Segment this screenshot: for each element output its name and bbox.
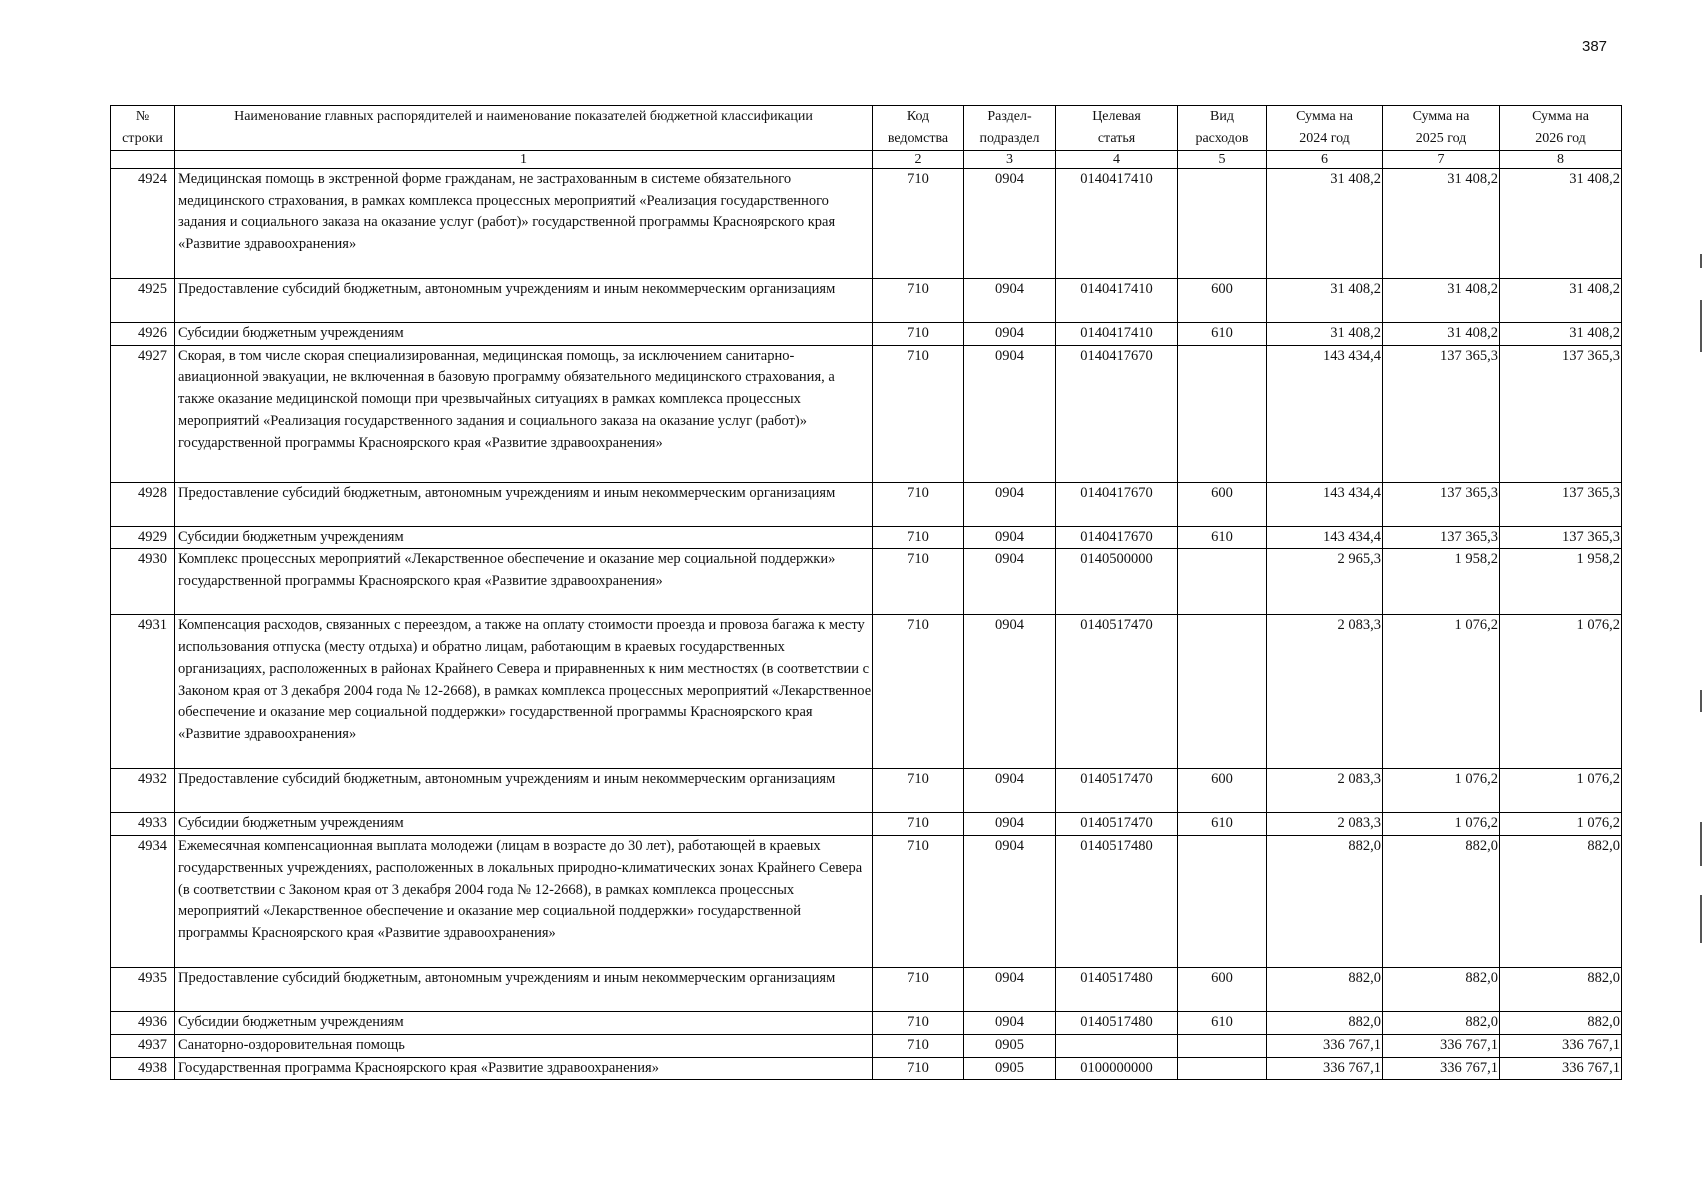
index-cell: 2 — [873, 151, 964, 169]
row-sum-2025: 1 076,2 — [1383, 615, 1500, 769]
row-ved-code: 710 — [873, 279, 964, 323]
row-target-article: 0140517480 — [1056, 836, 1178, 968]
row-target-article: 0140517470 — [1056, 769, 1178, 813]
row-ved-code: 710 — [873, 549, 964, 615]
row-ved-code: 710 — [873, 615, 964, 769]
row-sum-2024: 2 965,3 — [1267, 549, 1383, 615]
header-razdel: Раздел- подраздел — [964, 106, 1056, 151]
table-row — [111, 169, 1622, 279]
row-number: 4928 — [111, 482, 175, 526]
row-razdel-code: 0904 — [964, 345, 1056, 482]
row-sum-2025: 31 408,2 — [1383, 169, 1500, 279]
row-razdel-code: 0904 — [964, 968, 1056, 1012]
row-target-article: 0140517480 — [1056, 968, 1178, 1012]
row-target-article: 0140417410 — [1056, 279, 1178, 323]
row-target-article: 0140517470 — [1056, 813, 1178, 836]
row-name: Субсидии бюджетным учреждениям — [175, 323, 873, 346]
row-sum-2026: 882,0 — [1500, 1012, 1622, 1035]
row-sum-2024: 336 767,1 — [1267, 1057, 1383, 1080]
row-target-article: 0140417670 — [1056, 345, 1178, 482]
row-number: 4926 — [111, 323, 175, 346]
table-row — [111, 1057, 1622, 1080]
row-ved-code: 710 — [873, 526, 964, 549]
row-number: 4925 — [111, 279, 175, 323]
row-sum-2026: 882,0 — [1500, 968, 1622, 1012]
header-index-row — [111, 151, 1622, 169]
row-razdel-code: 0904 — [964, 836, 1056, 968]
header-name: Наименование главных распорядителей и наименование показателей бюджетной классификации — [175, 106, 873, 151]
row-ved-code: 710 — [873, 482, 964, 526]
row-expense-type — [1178, 1034, 1267, 1057]
row-sum-2025: 336 767,1 — [1383, 1034, 1500, 1057]
row-number: 4924 — [111, 169, 175, 279]
row-razdel-code: 0904 — [964, 526, 1056, 549]
margin-mark — [1700, 300, 1702, 352]
row-target-article: 0140417410 — [1056, 323, 1178, 346]
row-sum-2026: 336 767,1 — [1500, 1057, 1622, 1080]
row-name: Предоставление субсидий бюджетным, автономным учреждениям и иным некоммерческим организациям — [175, 279, 873, 323]
row-sum-2025: 1 076,2 — [1383, 769, 1500, 813]
row-sum-2025: 1 076,2 — [1383, 813, 1500, 836]
row-sum-2024: 31 408,2 — [1267, 169, 1383, 279]
row-sum-2025: 336 767,1 — [1383, 1057, 1500, 1080]
row-sum-2024: 31 408,2 — [1267, 279, 1383, 323]
table-row — [111, 968, 1622, 1012]
row-expense-type — [1178, 345, 1267, 482]
header-row — [111, 106, 1622, 151]
row-razdel-code: 0904 — [964, 549, 1056, 615]
row-sum-2025: 882,0 — [1383, 968, 1500, 1012]
row-expense-type: 600 — [1178, 482, 1267, 526]
row-sum-2025: 137 365,3 — [1383, 526, 1500, 549]
header-sum-2026: Сумма на 2026 год — [1500, 106, 1622, 151]
row-sum-2025: 31 408,2 — [1383, 279, 1500, 323]
row-ved-code: 710 — [873, 769, 964, 813]
row-expense-type: 600 — [1178, 769, 1267, 813]
row-sum-2026: 137 365,3 — [1500, 482, 1622, 526]
row-sum-2026: 1 076,2 — [1500, 769, 1622, 813]
row-expense-type: 600 — [1178, 279, 1267, 323]
header-row-no: № строки — [111, 106, 175, 151]
row-number: 4937 — [111, 1034, 175, 1057]
index-cell — [111, 151, 175, 169]
header-ved: Код ведомства — [873, 106, 964, 151]
row-number: 4936 — [111, 1012, 175, 1035]
row-razdel-code: 0904 — [964, 323, 1056, 346]
row-razdel-code: 0904 — [964, 169, 1056, 279]
row-target-article — [1056, 1034, 1178, 1057]
row-razdel-code: 0905 — [964, 1034, 1056, 1057]
row-name: Субсидии бюджетным учреждениям — [175, 526, 873, 549]
row-name: Субсидии бюджетным учреждениям — [175, 1012, 873, 1035]
table-row — [111, 323, 1622, 346]
margin-mark — [1700, 895, 1702, 943]
row-name: Предоставление субсидий бюджетным, автономным учреждениям и иным некоммерческим организациям — [175, 769, 873, 813]
row-name: Комплекс процессных мероприятий «Лекарственное обеспечение и оказание мер социальной поддержки» государственной программы Красноярского края «Развитие здравоохранения» — [175, 549, 873, 615]
row-expense-type — [1178, 1057, 1267, 1080]
row-sum-2024: 882,0 — [1267, 836, 1383, 968]
table-row — [111, 1012, 1622, 1035]
row-sum-2026: 31 408,2 — [1500, 169, 1622, 279]
row-name: Предоставление субсидий бюджетным, автономным учреждениям и иным некоммерческим организациям — [175, 968, 873, 1012]
row-expense-type: 610 — [1178, 1012, 1267, 1035]
header-sum-2024: Сумма на 2024 год — [1267, 106, 1383, 151]
row-target-article: 0100000000 — [1056, 1057, 1178, 1080]
row-sum-2024: 2 083,3 — [1267, 769, 1383, 813]
table-row — [111, 1034, 1622, 1057]
table-body — [111, 169, 1622, 1080]
row-name: Субсидии бюджетным учреждениям — [175, 813, 873, 836]
index-cell: 6 — [1267, 151, 1383, 169]
table-row — [111, 769, 1622, 813]
header-cs: Целевая статья — [1056, 106, 1178, 151]
row-razdel-code: 0904 — [964, 279, 1056, 323]
index-cell: 4 — [1056, 151, 1178, 169]
table-row — [111, 482, 1622, 526]
row-sum-2024: 882,0 — [1267, 1012, 1383, 1035]
row-name: Предоставление субсидий бюджетным, автономным учреждениям и иным некоммерческим организациям — [175, 482, 873, 526]
row-target-article: 0140500000 — [1056, 549, 1178, 615]
row-sum-2025: 137 365,3 — [1383, 345, 1500, 482]
row-expense-type: 610 — [1178, 813, 1267, 836]
row-ved-code: 710 — [873, 1034, 964, 1057]
margin-mark — [1700, 690, 1702, 712]
row-name: Медицинская помощь в экстренной форме гражданам, не застрахованным в системе обязательного медицинского страхования, в рамках комплекса процессных мероприятий «Реализация государственного задания и социального заказа на оказание услуг (работ)» государственной программы Красноярского края «Развитие здравоохранения» — [175, 169, 873, 279]
row-razdel-code: 0905 — [964, 1057, 1056, 1080]
table-row — [111, 526, 1622, 549]
row-number: 4930 — [111, 549, 175, 615]
row-razdel-code: 0904 — [964, 482, 1056, 526]
row-expense-type — [1178, 615, 1267, 769]
row-sum-2024: 143 434,4 — [1267, 482, 1383, 526]
row-sum-2024: 882,0 — [1267, 968, 1383, 1012]
row-expense-type: 610 — [1178, 323, 1267, 346]
row-target-article: 0140417410 — [1056, 169, 1178, 279]
margin-mark — [1700, 822, 1702, 866]
row-number: 4933 — [111, 813, 175, 836]
row-expense-type — [1178, 836, 1267, 968]
index-cell: 7 — [1383, 151, 1500, 169]
row-sum-2024: 31 408,2 — [1267, 323, 1383, 346]
row-target-article: 0140517470 — [1056, 615, 1178, 769]
row-target-article: 0140417670 — [1056, 482, 1178, 526]
row-expense-type: 610 — [1178, 526, 1267, 549]
header-sum-2025: Сумма на 2025 год — [1383, 106, 1500, 151]
row-sum-2025: 1 958,2 — [1383, 549, 1500, 615]
row-sum-2026: 1 076,2 — [1500, 813, 1622, 836]
row-sum-2026: 336 767,1 — [1500, 1034, 1622, 1057]
row-ved-code: 710 — [873, 323, 964, 346]
row-ved-code: 710 — [873, 1057, 964, 1080]
index-cell: 5 — [1178, 151, 1267, 169]
row-number: 4931 — [111, 615, 175, 769]
row-sum-2026: 31 408,2 — [1500, 323, 1622, 346]
row-number: 4938 — [111, 1057, 175, 1080]
row-ved-code: 710 — [873, 345, 964, 482]
row-sum-2024: 143 434,4 — [1267, 526, 1383, 549]
row-ved-code: 710 — [873, 836, 964, 968]
row-name: Скорая, в том числе скорая специализированная, медицинская помощь, за исключением санитарно-авиационной эвакуации, не включенная в базовую программу обязательного медицинского страхования, а также оказание медицинской помощи при чрезвычайных ситуациях в рамках комплекса процессных мероприятий «Реализация государственного задания и социального заказа на оказание услуг (работ)» государственной программы Красноярского края «Развитие здравоохранения» — [175, 345, 873, 482]
row-expense-type — [1178, 169, 1267, 279]
row-name: Государственная программа Красноярского края «Развитие здравоохранения» — [175, 1057, 873, 1080]
index-cell: 3 — [964, 151, 1056, 169]
row-sum-2026: 1 076,2 — [1500, 615, 1622, 769]
row-sum-2025: 882,0 — [1383, 836, 1500, 968]
budget-table — [110, 105, 1622, 1080]
row-number: 4932 — [111, 769, 175, 813]
table-row — [111, 615, 1622, 769]
row-sum-2026: 1 958,2 — [1500, 549, 1622, 615]
table-row — [111, 279, 1622, 323]
table-row — [111, 345, 1622, 482]
row-ved-code: 710 — [873, 1012, 964, 1035]
table-row — [111, 549, 1622, 615]
row-sum-2025: 137 365,3 — [1383, 482, 1500, 526]
table-row — [111, 836, 1622, 968]
row-razdel-code: 0904 — [964, 1012, 1056, 1035]
row-sum-2026: 882,0 — [1500, 836, 1622, 968]
row-sum-2024: 143 434,4 — [1267, 345, 1383, 482]
row-expense-type: 600 — [1178, 968, 1267, 1012]
page-number: 387 — [1582, 38, 1608, 55]
row-number: 4929 — [111, 526, 175, 549]
row-razdel-code: 0904 — [964, 769, 1056, 813]
row-razdel-code: 0904 — [964, 615, 1056, 769]
row-target-article: 0140417670 — [1056, 526, 1178, 549]
row-sum-2024: 336 767,1 — [1267, 1034, 1383, 1057]
row-sum-2025: 31 408,2 — [1383, 323, 1500, 346]
row-name: Санаторно-оздоровительная помощь — [175, 1034, 873, 1057]
row-name: Ежемесячная компенсационная выплата молодежи (лицам в возрасте до 30 лет), работающей в краевых государственных учреждениях, расположенных в локальных природно-климатических зонах Крайнего Севера (в соответствии с Законом края от 3 декабря 2004 года № 12-2668), в рамках комплекса процессных мероприятий «Лекарственное обеспечение и оказание мер социальной поддержки» государственной программы Красноярского края «Развитие здравоохранения» — [175, 836, 873, 968]
row-number: 4934 — [111, 836, 175, 968]
margin-mark — [1700, 254, 1702, 268]
row-number: 4927 — [111, 345, 175, 482]
row-sum-2024: 2 083,3 — [1267, 813, 1383, 836]
row-razdel-code: 0904 — [964, 813, 1056, 836]
row-target-article: 0140517480 — [1056, 1012, 1178, 1035]
row-ved-code: 710 — [873, 169, 964, 279]
row-sum-2026: 31 408,2 — [1500, 279, 1622, 323]
header-vr: Вид расходов — [1178, 106, 1267, 151]
table-header — [111, 106, 1622, 169]
row-sum-2025: 882,0 — [1383, 1012, 1500, 1035]
row-sum-2026: 137 365,3 — [1500, 526, 1622, 549]
index-cell: 8 — [1500, 151, 1622, 169]
row-sum-2024: 2 083,3 — [1267, 615, 1383, 769]
row-expense-type — [1178, 549, 1267, 615]
row-name: Компенсация расходов, связанных с переездом, а также на оплату стоимости проезда и провоза багажа к месту использования отпуска (месту отдыха) и обратно лицам, работающим в краевых государственных организациях, расположенных в районах Крайнего Севера и приравненных к ним местностях (в соответствии с Законом края от 3 декабря 2004 года № 12-2668), в рамках комплекса процессных мероприятий «Лекарственное обеспечение и оказание мер социальной поддержки» государственной программы Красноярского края «Развитие здравоохранения» — [175, 615, 873, 769]
row-ved-code: 710 — [873, 813, 964, 836]
row-number: 4935 — [111, 968, 175, 1012]
row-ved-code: 710 — [873, 968, 964, 1012]
row-sum-2026: 137 365,3 — [1500, 345, 1622, 482]
index-cell: 1 — [175, 151, 873, 169]
table-row — [111, 813, 1622, 836]
